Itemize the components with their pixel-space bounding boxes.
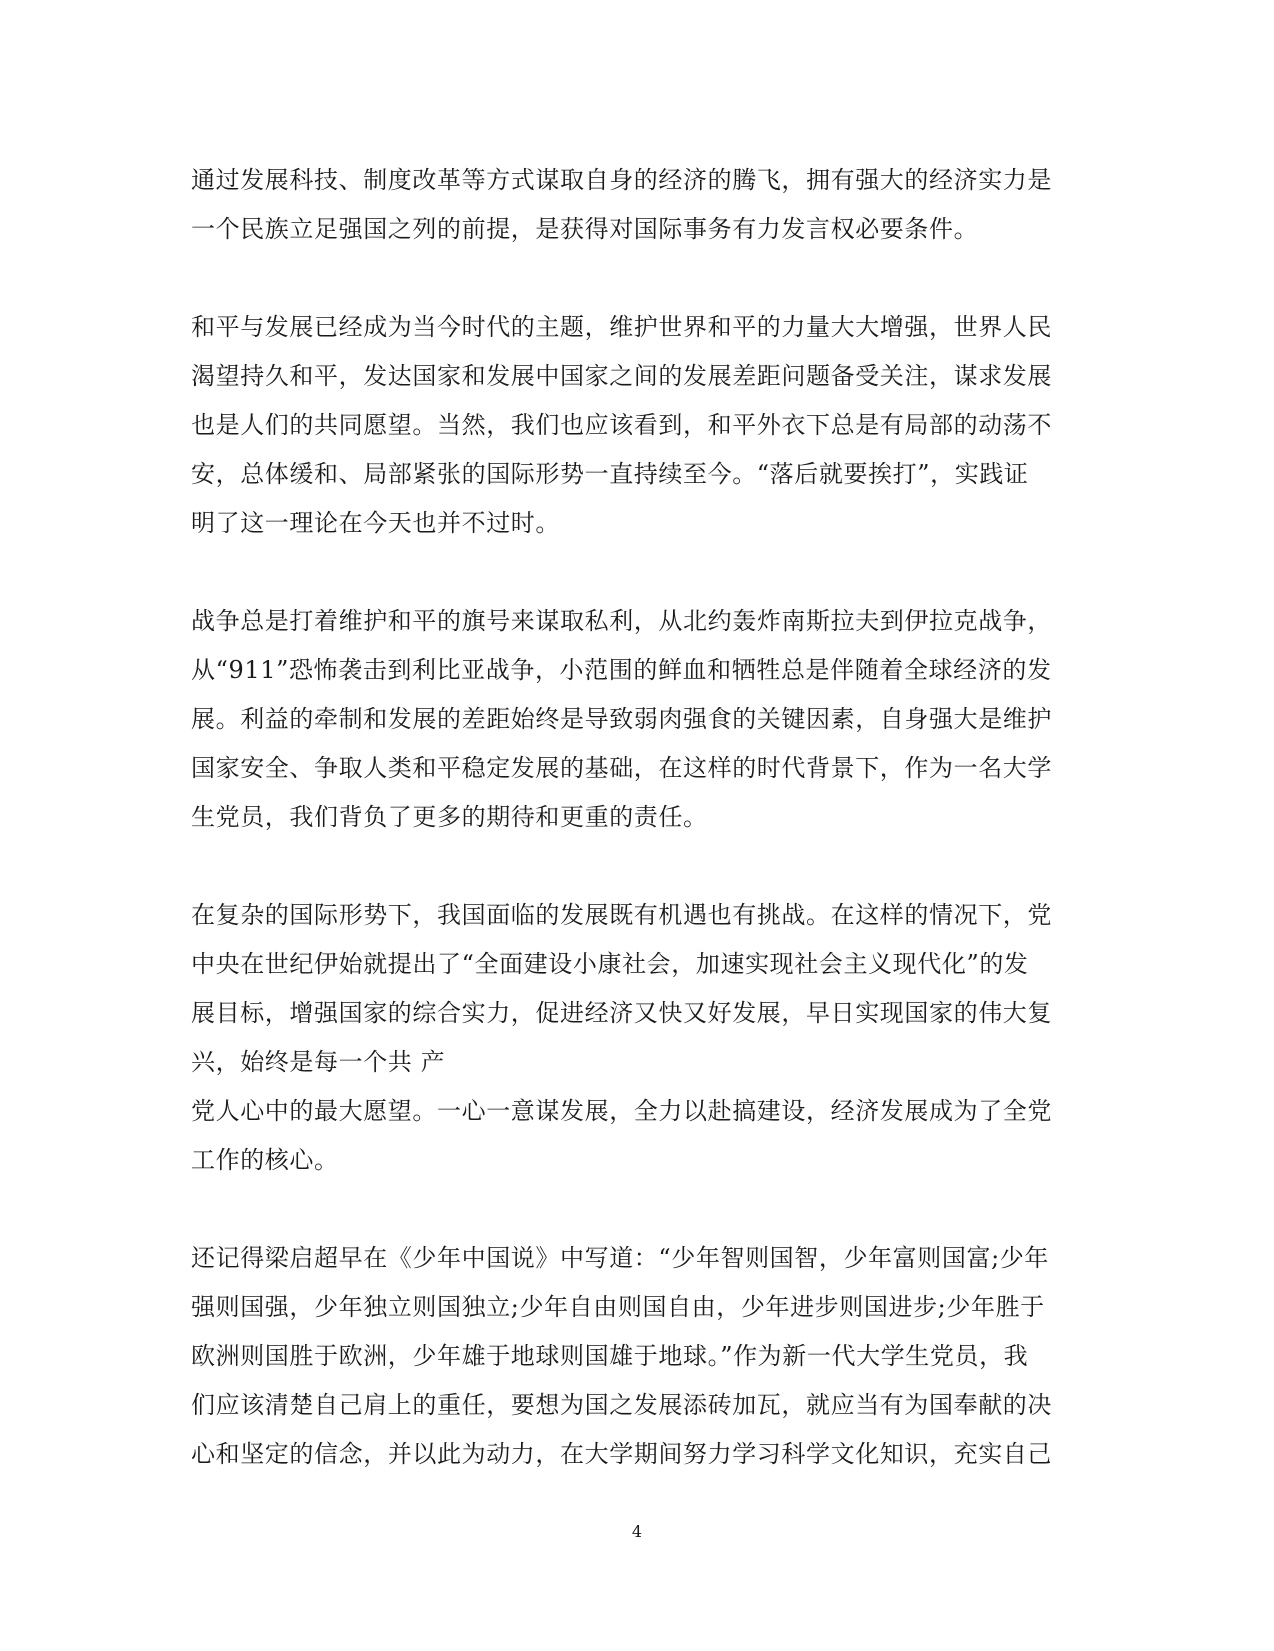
page-number: 4	[631, 1522, 643, 1541]
paragraph	[191, 891, 1091, 1185]
text-line: 也是人们的共同愿望。当然，我们也应该看到，和平外衣下总是有局部的动荡不	[191, 411, 1052, 439]
text-line: 战争总是打着维护和平的旗号来谋取私利，从北约轰炸南斯拉夫到伊拉克战争，	[191, 607, 1052, 635]
paragraph	[191, 303, 1091, 548]
text-line: 明了这一理论在今天也并不过时。	[191, 509, 560, 537]
text-line: 展。利益的牵制和发展的差距始终是导致弱肉强食的关键因素，自身强大是维护	[191, 705, 1052, 733]
text-line: 从“911”恐怖袭击到利比亚战争，小范围的鲜血和牺牲总是伴随着全球经济的发	[191, 656, 1052, 684]
text-line: 心和坚定的信念，并以此为动力，在大学期间努力学习科学文化知识，充实自己	[191, 1440, 1052, 1468]
body-text	[191, 156, 1091, 1528]
paragraph	[191, 597, 1091, 842]
text-line: 国家安全、争取人类和平稳定发展的基础，在这样的时代背景下，作为一名大学	[191, 754, 1052, 782]
text-line: 通过发展科技、制度改革等方式谋取自身的经济的腾飞，拥有强大的经济实力是	[191, 166, 1052, 194]
text-line: 党人心中的最大愿望。一心一意谋发展，全力以赴搞建设，经济发展成为了全党	[191, 1097, 1052, 1125]
paragraph	[191, 1234, 1091, 1479]
text-line: 渴望持久和平，发达国家和发展中国家之间的发展差距问题备受关注，谋求发展	[191, 362, 1052, 390]
text-line: 还记得梁启超早在《少年中国说》中写道：“少年智则国智，少年富则国富;少年	[191, 1244, 1049, 1272]
text-line: 中央在世纪伊始就提出了“全面建设小康社会，加速实现社会主义现代化”的发	[191, 950, 1029, 978]
text-line: 欧洲则国胜于欧洲，少年雄于地球则国雄于地球。”作为新一代大学生党员，我	[191, 1342, 1029, 1370]
text-line: 在复杂的国际形势下，我国面临的发展既有机遇也有挑战。在这样的情况下，党	[191, 901, 1052, 929]
paragraph	[191, 156, 1091, 254]
text-line: 一个民族立足强国之列的前提，是获得对国际事务有力发言权必要条件。	[191, 215, 979, 243]
text-line: 兴，始终是每一个共 产	[191, 1048, 446, 1076]
text-line: 生党员，我们背负了更多的期待和更重的责任。	[191, 803, 708, 831]
text-line: 强则国强，少年独立则国独立;少年自由则国自由，少年进步则国进步;少年胜于	[191, 1293, 1045, 1321]
text-line: 安，总体缓和、局部紧张的国际形势一直持续至今。“落后就要挨打”，实践证	[191, 460, 1029, 488]
text-line: 工作的核心。	[191, 1146, 339, 1174]
text-line: 们应该清楚自己肩上的重任，要想为国之发展添砖加瓦，就应当有为国奉献的决	[191, 1391, 1052, 1419]
text-line: 和平与发展已经成为当今时代的主题，维护世界和平的力量大大增强，世界人民	[191, 313, 1052, 341]
text-line: 展目标，增强国家的综合实力，促进经济又快又好发展，早日实现国家的伟大复	[191, 999, 1052, 1027]
